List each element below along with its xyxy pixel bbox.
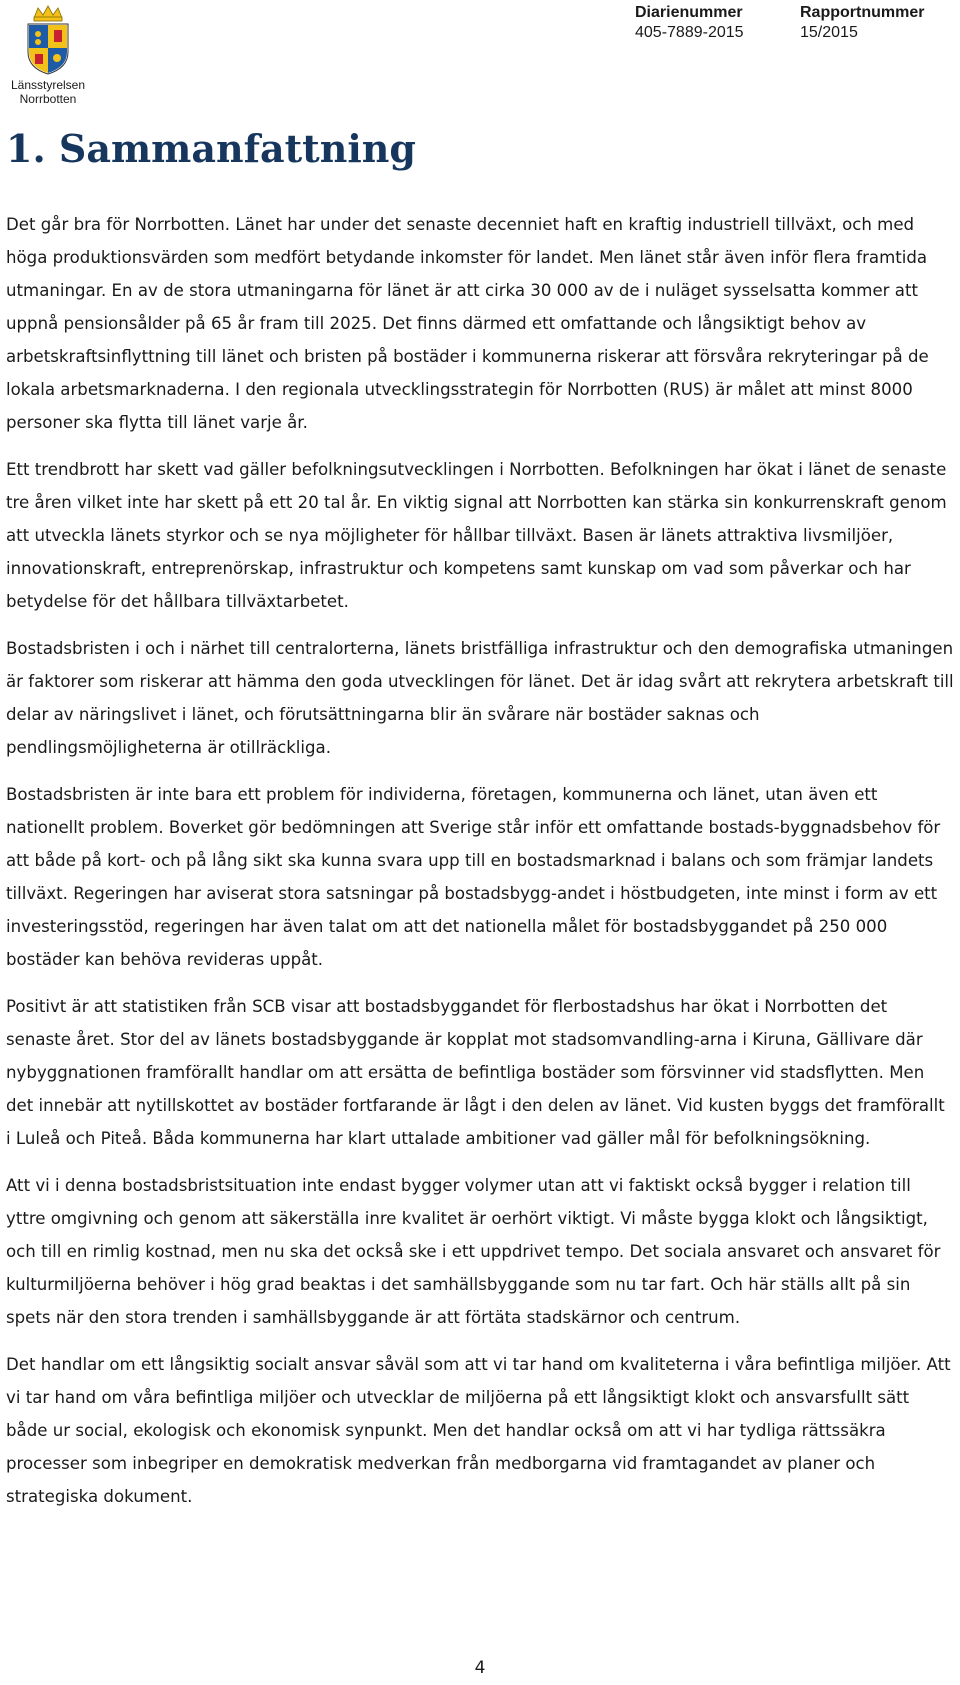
paragraph-4: Bostadsbristen är inte bara ett problem för individerna, företagen, kommunerna och länet, utan även ett nationellt problem. Boverket gör bedömningen att Sverige står inför ett omfattande bostads-byggnadsbehov för att både på kort- och på lång sikt ska kunna svara upp till en bostadsmarknad i balans och som främjar landets tillväxt. Regeringen har aviserat stora satsningar på bostadsbygg-andet i höstbudgeten, inte minst i form av ett investeringsstöd, regeringen har även talat om att det nationella målet för bostadsbyggandet på 250 000 bostäder kan behöva revideras uppåt. xyxy=(6,785,941,969)
rapportnummer-label: Rapportnummer xyxy=(800,4,925,21)
body-text xyxy=(6,208,954,1527)
logo xyxy=(8,4,88,110)
logo-line-2: Norrbotten xyxy=(19,92,77,106)
rapportnummer-block xyxy=(800,3,924,43)
page-number: 4 xyxy=(474,1658,486,1678)
coat-of-arms-icon xyxy=(20,4,76,76)
paragraph-5: Positivt är att statistiken från SCB visar att bostadsbyggandet för flerbostadshus har ökat i Norrbotten det senaste året. Stor del av länets bostadsbyggande är kopplat mot stadsomvandling-arna i Kiruna, Gällivare där nybyggnationen framförallt handlar om att ersätta de befintliga bostäder som försvinner vid stadsflytten. Men det innebär att nytillskottet av bostäder fortfarande är lågt i den delen av länet. Vid kusten byggs det framförallt i Luleå och Piteå. Båda kommunerna har klart uttalade ambitioner vad gäller mål för befolkningsökning. xyxy=(6,997,945,1148)
paragraph-3: Bostadsbristen i och i närhet till centralorterna, länets bristfälliga infrastruktur och den demografiska utmaningen är faktorer som riskerar att hämma den goda utvecklingen för länet. Det är idag svårt att rekrytera arbetskraft till delar av näringslivet i länet, och förutsättningarna blir än svårare när bostäder saknas och pendlingsmöjligheterna är otillräckliga. xyxy=(6,639,954,757)
paragraph-1: Det går bra för Norrbotten. Länet har under det senaste decenniet haft en kraftig industriell tillväxt, och med höga produktionsvärden som medfört betydande inkomster för landet. Men länet står även inför flera framtida utmaningar. En av de stora utmaningarna för länet är att cirka 30 000 av de i nuläget sysselsatta kommer att uppnå pensionsålder på 65 år fram till 2025. Det finns därmed ett omfattande och långsiktigt behov av arbetskraftsinflyttning till länet och bristen på bostäder i kommunerna riskerar att försvåra rekryteringar på de lokala arbetsmarknaderna. I den regionala utvecklingsstrategin för Norrbotten (RUS) är målet att minst 8000 personer ska flytta till länet varje år. xyxy=(6,215,929,432)
logo-line-1: Länsstyrelsen xyxy=(10,78,86,92)
paragraph-7: Det handlar om ett långsiktig socialt ansvar såväl som att vi tar hand om kvaliteterna i våra befintliga miljöer. Att vi tar hand om våra befintliga miljöer och utvecklar de miljöerna på ett långsiktigt klokt och ansvarsfullt sätt både ur social, ekologisk och ekonomisk synpunkt. Men det handlar också om att vi har tydliga rättssäkra processer som inbegriper en demokratisk medverkan från medborgarna vid framtagandet av planer och strategiska dokument. xyxy=(6,1355,951,1506)
paragraph-6: Att vi i denna bostadsbristsituation inte endast bygger volymer utan att vi faktiskt också bygger i relation till yttre omgivning och genom att säkerställa inre kvalitet är oerhört viktigt. Vi måste bygga klokt och långsiktigt, och till en rimlig kostnad, men nu ska det också ske i ett uppdrivet tempo. Det sociala ansvaret och ansvaret för kulturmiljöerna behöver i hög grad beaktas i det samhällsbyggande som nu tar fart. Och här ställs allt på sin spets när den stora trenden i samhällsbyggande är att förtäta stadskärnor och centrum. xyxy=(6,1176,941,1327)
diarienummer-block xyxy=(635,3,744,43)
paragraph-2: Ett trendbrott har skett vad gäller befolkningsutvecklingen i Norrbotten. Befolkningen har ökat i länet de senaste tre åren vilket inte har skett på ett 20 tal år. En viktig signal att Norrbotten kan stärka sin konkurrenskraft genom att utveckla länets styrkor och se nya möjligheter för hållbar tillväxt. Basen är länets attraktiva livsmiljöer, innovationskraft, entreprenörskap, infrastruktur och kompetens samt kunskap om vad som påverkar och har betydelse för det hållbara tillväxtarbetet. xyxy=(6,460,947,611)
logo-text xyxy=(8,78,88,106)
section-heading: 1. Sammanfattning xyxy=(6,126,416,171)
diarienummer-value: 405-7889-2015 xyxy=(635,24,744,41)
diarienummer-label: Diarienummer xyxy=(635,4,743,21)
rapportnummer-value: 15/2015 xyxy=(800,24,858,41)
